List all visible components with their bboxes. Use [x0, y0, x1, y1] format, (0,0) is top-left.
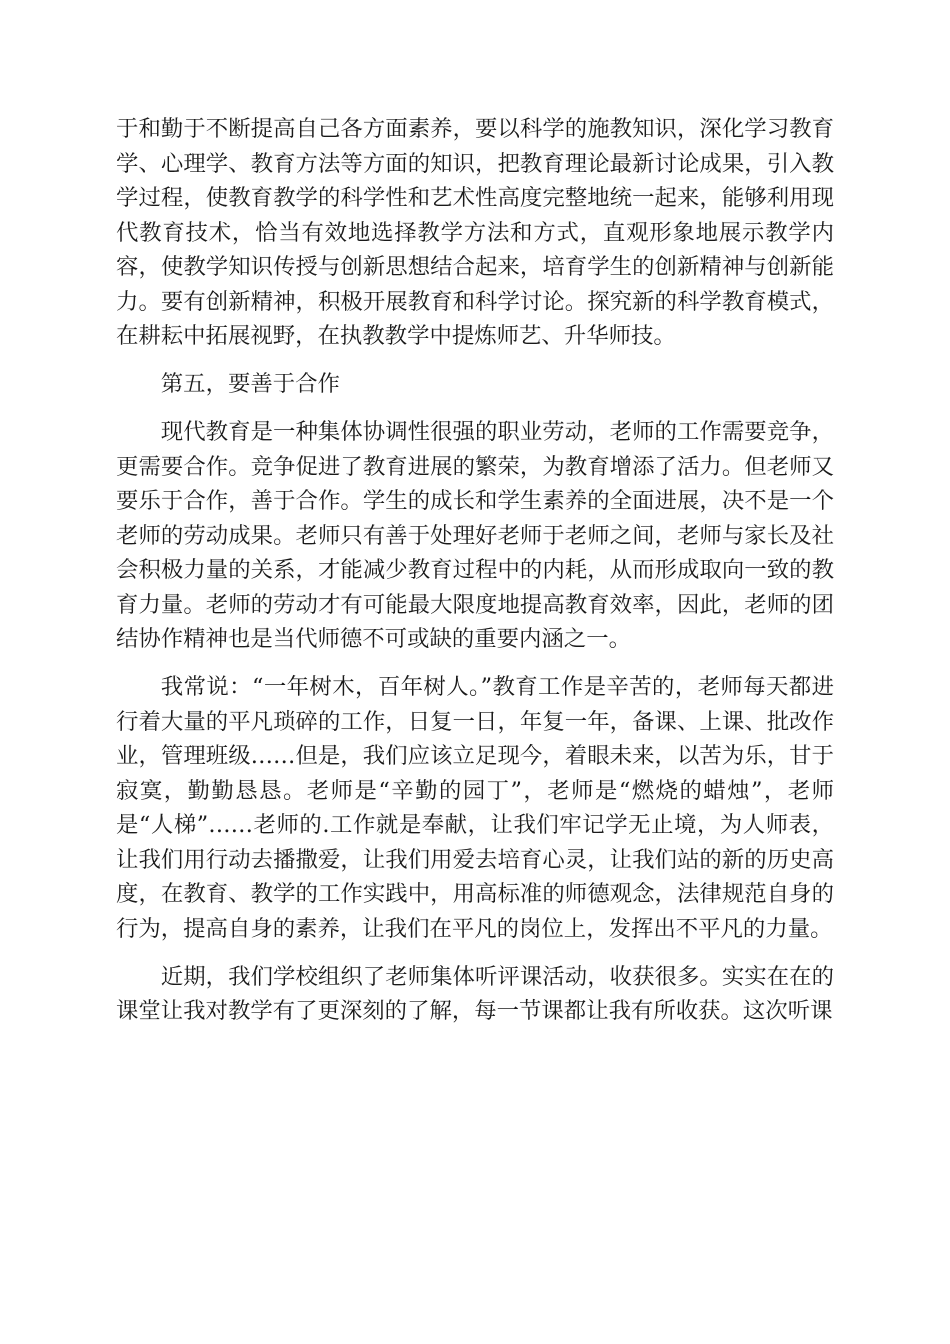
paragraph: 近期，我们学校组织了老师集体听评课活动，收获很多。实实在在的课堂让我对教学有了更深刻的了解，每一节课都让我有所收获。这次听课 [116, 963, 834, 1024]
paragraph-continued: 于和勤于不断提高自己各方面素养，要以科学的施教知识，深化学习教育学、心理学、教育方法等方面的知识，把教育理论最新讨论成果，引入教学过程，使教育教学的科学性和艺术性高度完整地统一起来，能够利用现代教育技术，恰当有效地选择教学方法和方式，直观形象地展示教学内容，使教学知识传授与创新思想结合起来，培育学生的创新精神与创新能力。要有创新精神，积极开展教育和科学讨论。探究新的科学教育模式，在耕耘中拓展视野，在执教教学中提炼师艺、升华师技。 [116, 116, 834, 349]
paragraph: 现代教育是一种集体协调性很强的职业劳动，老师的工作需要竞争，更需要合作。竞争促进了教育进展的繁荣，为教育增添了活力。但老师又要乐于合作，善于合作。学生的成长和学生素养的全面进展，决不是一个老师的劳动成果。老师只有善于处理好老师于老师之间，老师与家长及社会积极力量的关系，才能减少教育过程中的内耗，从而形成取向一致的教育力量。老师的劳动才有可能最大限度地提高教育效率，因此，老师的团结协作精神也是当代师德不可或缺的重要内涵之一。 [116, 419, 834, 652]
paragraph: 我常说：“一年树木，百年树人。”教育工作是辛苦的，老师每天都进行着大量的平凡琐碎的工作，日复一日，年复一年，备课、上课、批改作业，管理班级……但是，我们应该立足现今，着眼未来，以苦为乐，甘于寂寞，勤勤恳恳。老师是“辛勤的园丁”，老师是“燃烧的蜡烛”，老师是“人梯”……老师的.工作就是奉献，让我们牢记学无止境，为人师表，让我们用行动去播撒爱，让我们用爱去培育心灵，让我们站的新的历史高度，在教育、教学的工作实践中，用高标准的师德观念，法律规范自身的行为，提高自身的素养，让我们在平凡的岗位上，发挥出不平凡的力量。 [116, 674, 834, 942]
document-body [116, 112, 834, 1029]
section-heading: 第五，要善于合作 [160, 371, 340, 397]
